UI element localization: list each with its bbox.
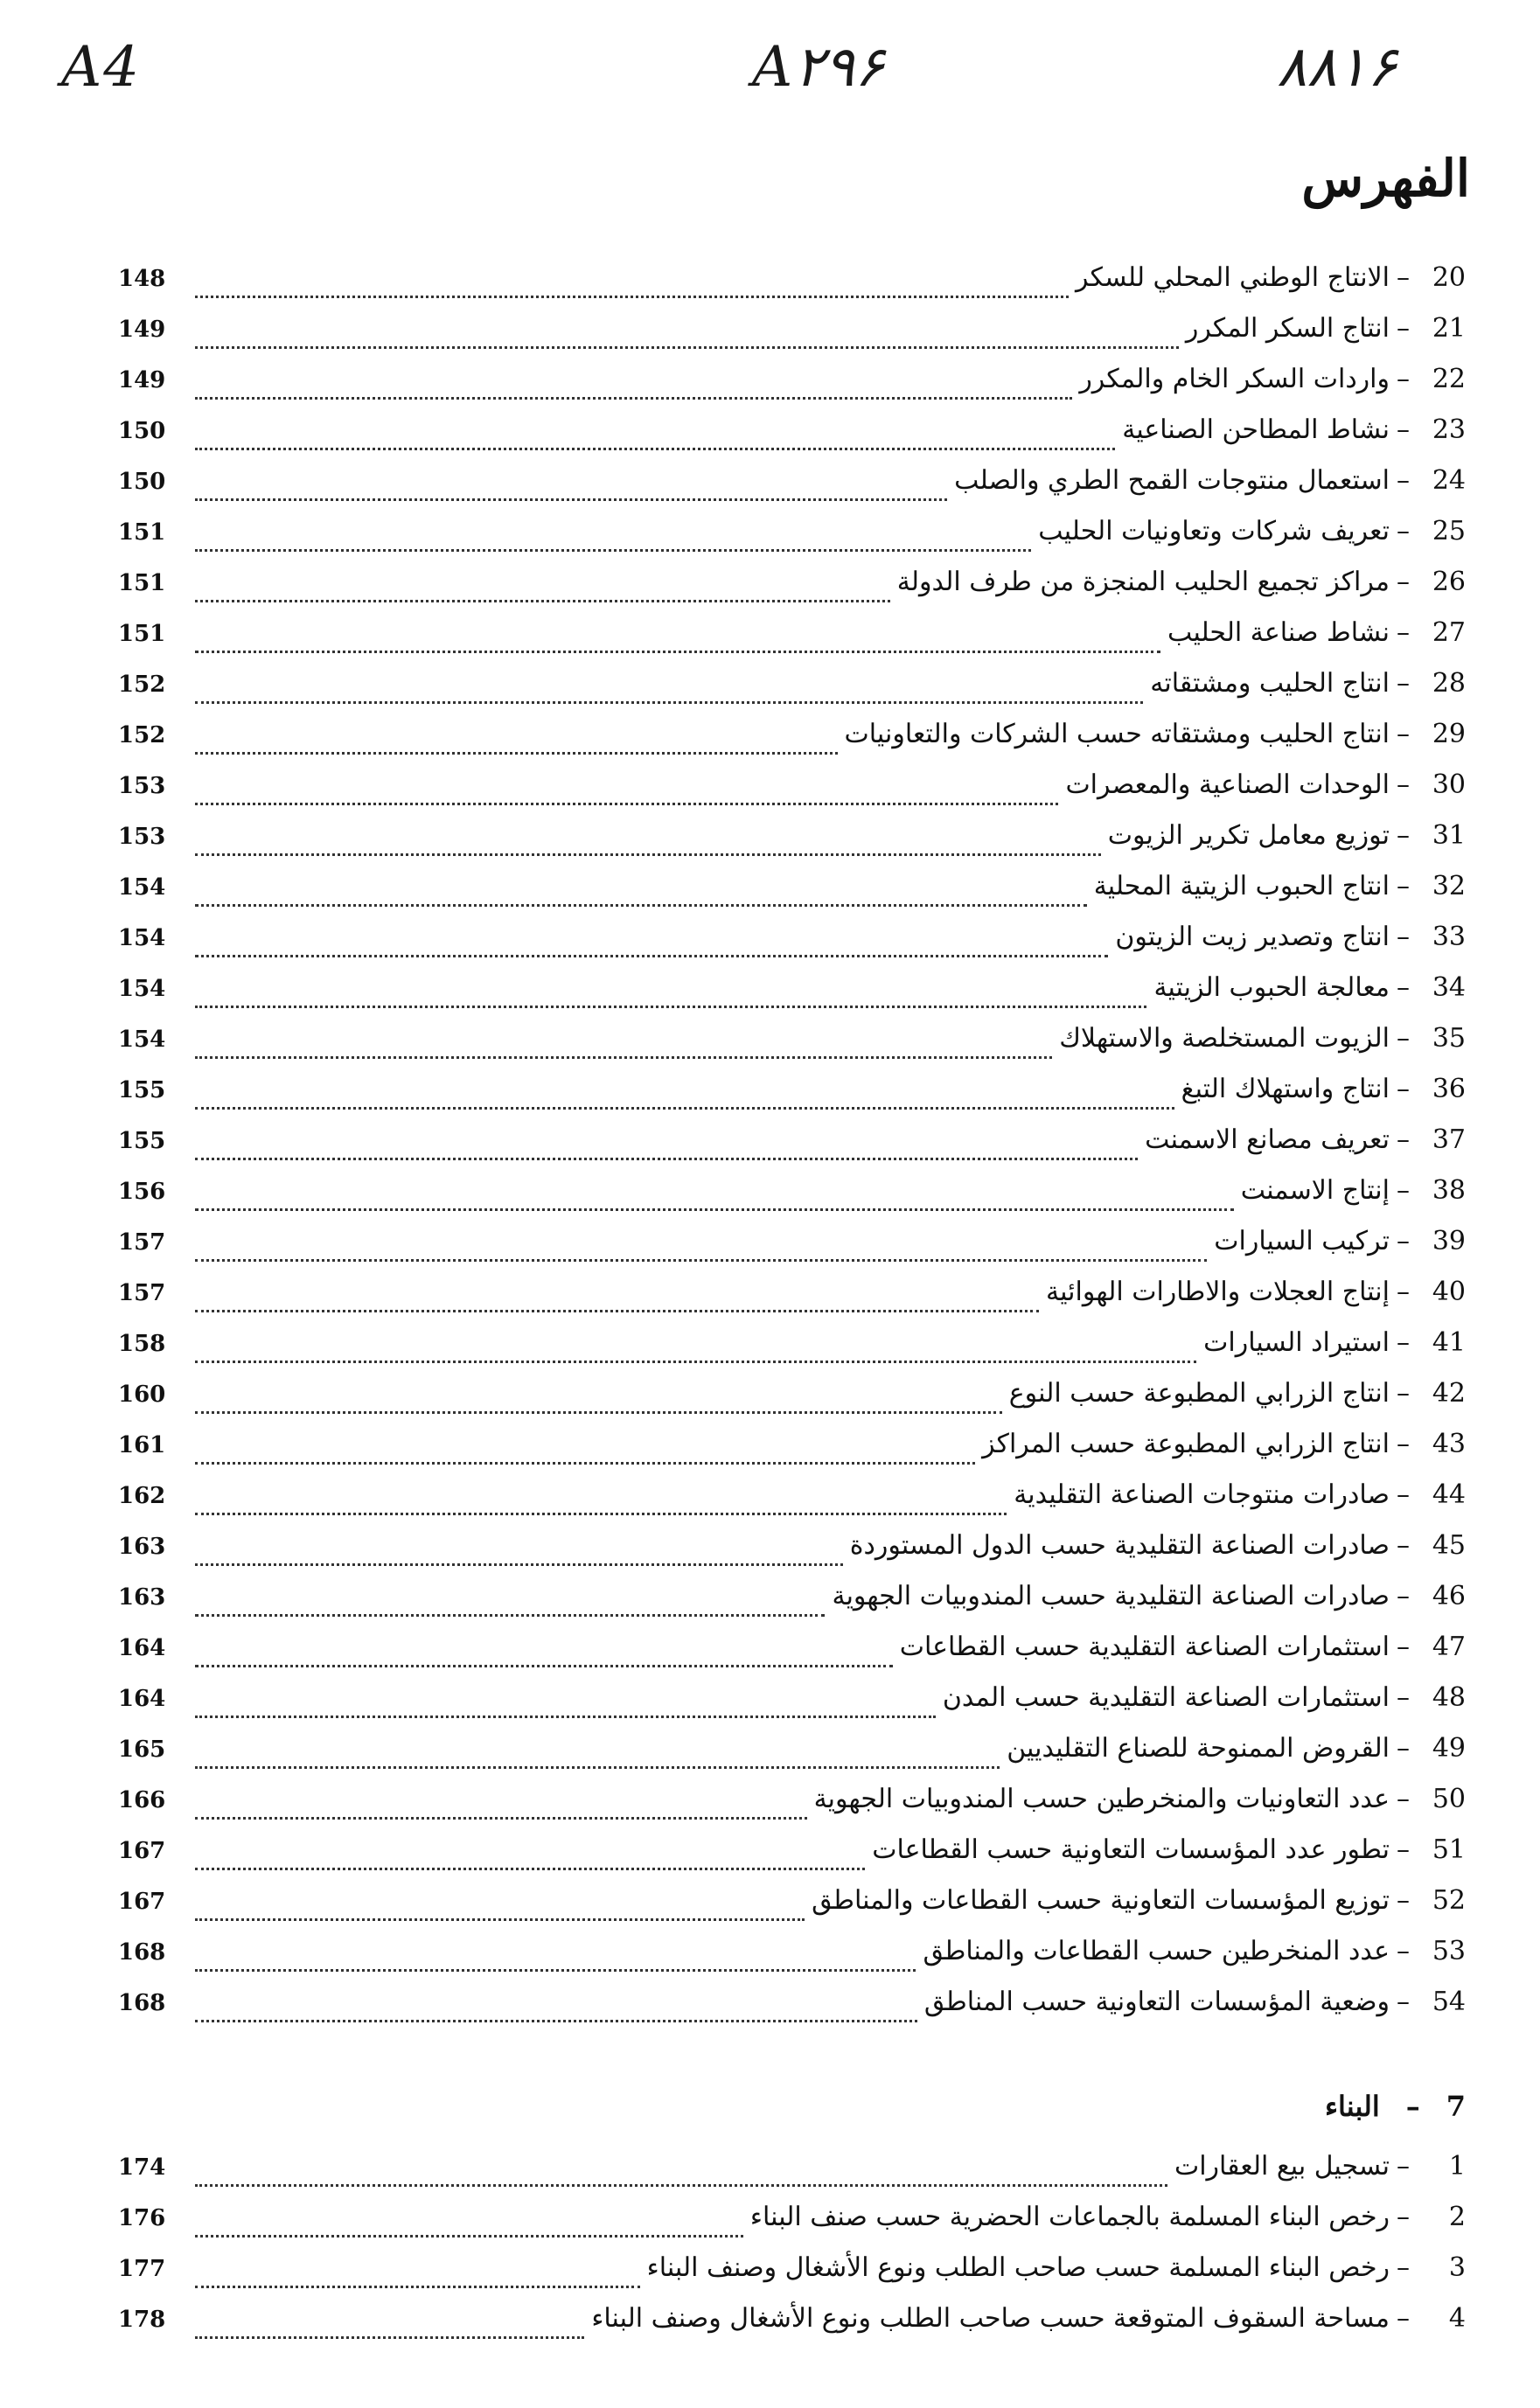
toc-entry-page: 157: [118, 1280, 166, 1306]
toc-entry-leader-dots: [195, 498, 947, 501]
toc-entry-leader-dots: [195, 1665, 893, 1667]
toc-entry: [118, 1429, 1466, 1479]
toc-entry: [118, 1936, 1466, 1987]
toc-entry-dash: –: [1397, 769, 1410, 800]
handwritten-mark-center: A۲۹۶: [752, 35, 885, 100]
toc-entry-number: 21: [1432, 313, 1466, 344]
toc-entry-page: 154: [118, 874, 166, 901]
toc-entry: [118, 262, 1466, 313]
toc-entry-title: تطور عدد المؤسسات التعاونية حسب القطاعات: [872, 1834, 1390, 1865]
toc-entry-leader-dots: [195, 2184, 1167, 2187]
toc-entry-page: 154: [118, 976, 166, 1002]
toc-entry: [118, 769, 1466, 820]
toc-entry-page: 158: [118, 1331, 166, 1357]
toc-entry-dash: –: [1397, 313, 1410, 344]
toc-entry: [118, 313, 1466, 364]
toc-entry-number: 25: [1432, 516, 1466, 546]
section-heading: [1325, 2090, 1466, 2123]
toc-entry-page: 153: [118, 824, 166, 850]
toc-entry-title: عدد المنخرطين حسب القطاعات والمناطق: [923, 1936, 1390, 1966]
toc-entry-title: استيراد السيارات: [1203, 1327, 1390, 1358]
toc-entry-leader-dots: [195, 346, 1179, 349]
toc-entry-page: 160: [118, 1381, 166, 1408]
toc-entry-leader-dots: [195, 1716, 936, 1718]
toc-entry-title: انتاج الحليب ومشتقاته حسب الشركات والتعاونيات: [844, 719, 1390, 749]
toc-entry: [118, 820, 1466, 871]
section-title: البناء: [1324, 2090, 1380, 2123]
toc-entry-dash: –: [1397, 1632, 1410, 1662]
toc-entry-title: انتاج الزرابي المطبوعة حسب النوع: [1008, 1378, 1390, 1409]
toc-entry-dash: –: [1397, 1530, 1410, 1561]
toc-entry: [118, 1733, 1466, 1784]
toc-entry-number: 38: [1432, 1175, 1466, 1206]
toc-entry-dash: –: [1397, 516, 1410, 546]
toc-entry-title: القروض الممنوحة للصناع التقليديين: [1007, 1733, 1390, 1764]
toc-entry-leader-dots: [195, 296, 1069, 298]
toc-entry-dash: –: [1397, 1682, 1410, 1713]
toc-entry-title: الانتاج الوطني المحلي للسكر: [1076, 262, 1390, 293]
toc-entry-dash: –: [1397, 1581, 1410, 1611]
toc-entry-title: انتاج واستهلاك التبغ: [1181, 1074, 1390, 1104]
toc-entry-leader-dots: [195, 2286, 640, 2288]
toc-entry-title: معالجة الحبوب الزيتية: [1153, 972, 1390, 1003]
toc-entry-page: 152: [118, 672, 166, 698]
section-dash: –: [1405, 2090, 1420, 2123]
toc-entry: [118, 1277, 1466, 1327]
toc-entry-leader-dots: [195, 1462, 975, 1465]
toc-entry-title: الزيوت المستخلصة والاستهلاك: [1059, 1023, 1390, 1054]
toc-entry-number: 1: [1448, 2151, 1466, 2182]
toc-entry-leader-dots: [195, 1513, 1007, 1515]
toc-entry-title: صادرات الصناعة التقليدية حسب المندوبيات الجهوية: [832, 1581, 1390, 1611]
toc-entry-leader-dots: [195, 1208, 1234, 1211]
toc-entry-dash: –: [1397, 2151, 1410, 2182]
toc-entry: [118, 922, 1466, 972]
toc-entry-title: صادرات الصناعة التقليدية حسب الدول المستوردة: [849, 1530, 1390, 1561]
toc-entry-title: تعريف مصانع الاسمنت: [1145, 1124, 1390, 1155]
toc-entry: [118, 1074, 1466, 1124]
toc-entry-page: 167: [118, 1838, 166, 1864]
toc-entry-title: صادرات منتوجات الصناعة التقليدية: [1014, 1479, 1390, 1510]
toc-entry: [118, 1175, 1466, 1226]
toc-entry-title: مساحة السقوف المتوقعة حسب صاحب الطلب ونوع الأشغال وصنف البناء: [591, 2303, 1390, 2334]
toc-entry-leader-dots: [195, 752, 838, 755]
toc-entry-number: 48: [1432, 1682, 1466, 1713]
toc-entry-title: تعريف شركات وتعاونيات الحليب: [1038, 516, 1390, 546]
toc-entry-title: انتاج وتصدير زيت الزيتون: [1115, 922, 1390, 952]
toc-entry-number: 31: [1432, 820, 1466, 851]
toc-entry-page: 155: [118, 1077, 166, 1103]
toc-entry-title: انتاج الحليب ومشتقاته: [1150, 668, 1390, 699]
toc-entry-number: 32: [1432, 871, 1466, 901]
toc-entry-title: عدد التعاونيات والمنخرطين حسب المندوبيات الجهوية: [813, 1784, 1390, 1814]
toc-entry-number: 54: [1432, 1987, 1466, 2017]
toc-entry-number: 35: [1432, 1023, 1466, 1054]
toc-entry-page: 149: [118, 317, 166, 343]
toc-entry-number: 26: [1432, 567, 1466, 597]
toc-entry: [118, 1682, 1466, 1733]
toc-entry-number: 45: [1432, 1530, 1466, 1561]
toc-entry: [118, 1581, 1466, 1632]
toc-entry: [118, 1834, 1466, 1885]
toc-entry-number: 28: [1432, 668, 1466, 699]
toc-entry-leader-dots: [195, 1868, 865, 1870]
table-of-contents-section-7: [118, 2151, 1466, 2354]
toc-entry-title: انتاج السكر المكرر: [1185, 313, 1390, 344]
toc-entry-number: 29: [1432, 719, 1466, 749]
toc-entry-leader-dots: [195, 701, 1143, 704]
toc-entry: [118, 617, 1466, 668]
toc-entry: [118, 2151, 1466, 2202]
toc-entry-title: استثمارات الصناعة التقليدية حسب القطاعات: [899, 1632, 1390, 1662]
toc-entry-page: 164: [118, 1635, 166, 1661]
toc-entry-number: 30: [1432, 769, 1466, 800]
toc-entry-leader-dots: [195, 600, 890, 602]
handwritten-mark-left: A4: [61, 35, 141, 100]
page-title: الفهرس: [1301, 149, 1470, 208]
toc-entry-number: 50: [1432, 1784, 1466, 1814]
toc-entry-leader-dots: [195, 1969, 916, 1972]
toc-entry-dash: –: [1397, 414, 1410, 445]
toc-entry-leader-dots: [195, 1766, 1000, 1769]
toc-entry-dash: –: [1397, 1885, 1410, 1916]
toc-entry-title: توزيع معامل تكرير الزيوت: [1107, 820, 1390, 851]
toc-entry: [118, 364, 1466, 414]
toc-entry-title: الوحدات الصناعية والمعصرات: [1065, 769, 1390, 800]
toc-entry-number: 22: [1432, 364, 1466, 394]
toc-entry-leader-dots: [195, 448, 1115, 450]
toc-entry-leader-dots: [195, 651, 1160, 653]
toc-entry: [118, 1023, 1466, 1074]
toc-entry-page: 152: [118, 722, 166, 748]
toc-entry-number: 53: [1432, 1936, 1466, 1966]
toc-entry: [118, 2202, 1466, 2252]
section-number: 7: [1446, 2090, 1466, 2123]
toc-entry-page: 154: [118, 1027, 166, 1053]
toc-entry-number: 46: [1432, 1581, 1466, 1611]
toc-entry-number: 52: [1432, 1885, 1466, 1916]
toc-entry-page: 153: [118, 773, 166, 799]
toc-entry-dash: –: [1397, 567, 1410, 597]
toc-entry-page: 174: [118, 2154, 166, 2181]
toc-entry-page: 163: [118, 1584, 166, 1611]
toc-entry-dash: –: [1397, 1226, 1410, 1256]
toc-entry-number: 24: [1432, 465, 1466, 496]
toc-entry-title: توزيع المؤسسات التعاونية حسب القطاعات والمناطق: [812, 1885, 1390, 1916]
toc-entry-dash: –: [1397, 2303, 1410, 2334]
toc-entry-number: 37: [1432, 1124, 1466, 1155]
toc-entry-title: انتاج الحبوب الزيتية المحلية: [1093, 871, 1390, 901]
toc-entry-dash: –: [1397, 2202, 1410, 2232]
toc-entry-dash: –: [1397, 364, 1410, 394]
toc-entry-number: 3: [1448, 2252, 1466, 2283]
toc-entry: [118, 719, 1466, 769]
toc-entry: [118, 2252, 1466, 2303]
toc-entry-dash: –: [1397, 922, 1410, 952]
toc-entry-page: 178: [118, 2307, 166, 2333]
toc-entry-page: 149: [118, 367, 166, 393]
toc-entry-dash: –: [1397, 262, 1410, 293]
toc-entry-leader-dots: [195, 1107, 1174, 1110]
toc-entry-page: 151: [118, 570, 166, 596]
toc-entry-page: 162: [118, 1483, 166, 1509]
toc-entry-leader-dots: [195, 1056, 1052, 1059]
toc-entry-dash: –: [1397, 1429, 1410, 1459]
toc-entry-leader-dots: [195, 955, 1108, 957]
toc-entry-dash: –: [1397, 465, 1410, 496]
toc-entry-page: 163: [118, 1534, 166, 1560]
toc-entry-title: رخص البناء المسلمة حسب صاحب الطلب ونوع الأشغال وصنف البناء: [646, 2252, 1390, 2283]
toc-entry-number: 23: [1432, 414, 1466, 445]
toc-entry-page: 148: [118, 266, 166, 292]
toc-entry-dash: –: [1397, 1277, 1410, 1307]
toc-entry-page: 154: [118, 925, 166, 951]
toc-entry-title: وضعية المؤسسات التعاونية حسب المناطق: [923, 1987, 1390, 2017]
toc-entry-page: 167: [118, 1889, 166, 1915]
toc-entry-dash: –: [1397, 1733, 1410, 1764]
toc-entry-page: 151: [118, 519, 166, 546]
toc-entry-page: 156: [118, 1179, 166, 1205]
toc-entry: [118, 465, 1466, 516]
toc-entry-page: 176: [118, 2205, 166, 2231]
toc-entry-page: 150: [118, 418, 166, 444]
toc-entry-leader-dots: [195, 1563, 843, 1566]
toc-entry-number: 44: [1432, 1479, 1466, 1510]
toc-entry-leader-dots: [195, 1817, 807, 1820]
toc-entry-leader-dots: [195, 1158, 1138, 1160]
toc-entry-number: 41: [1432, 1327, 1466, 1358]
toc-entry-page: 164: [118, 1686, 166, 1712]
toc-entry: [118, 516, 1466, 567]
toc-entry-dash: –: [1397, 1479, 1410, 1510]
toc-entry-title: واردات السكر الخام والمكرر: [1079, 364, 1390, 394]
toc-entry-dash: –: [1397, 1074, 1410, 1104]
toc-entry-leader-dots: [195, 853, 1101, 856]
toc-entry: [118, 668, 1466, 719]
toc-entry: [118, 972, 1466, 1023]
toc-entry-title: تركيب السيارات: [1214, 1226, 1390, 1256]
toc-entry: [118, 1327, 1466, 1378]
toc-entry: [118, 1378, 1466, 1429]
toc-entry: [118, 1784, 1466, 1834]
toc-entry-title: تسجيل بيع العقارات: [1174, 2151, 1390, 2182]
toc-entry-number: 34: [1432, 972, 1466, 1003]
toc-entry-dash: –: [1397, 1987, 1410, 2017]
toc-entry-title: نشاط المطاحن الصناعية: [1122, 414, 1390, 445]
toc-entry-dash: –: [1397, 1023, 1410, 1054]
toc-entry-page: 161: [118, 1432, 166, 1458]
toc-entry-leader-dots: [195, 1259, 1207, 1262]
toc-entry-title: انتاج الزرابي المطبوعة حسب المراكز: [982, 1429, 1390, 1459]
toc-entry: [118, 1885, 1466, 1936]
toc-entry-title: إنتاج الاسمنت: [1240, 1175, 1390, 1206]
toc-entry-dash: –: [1397, 871, 1410, 901]
toc-entry-page: 168: [118, 1939, 166, 1966]
toc-entry-dash: –: [1397, 617, 1410, 648]
toc-entry-number: 20: [1432, 262, 1466, 293]
toc-entry-leader-dots: [195, 803, 1058, 805]
toc-entry-page: 151: [118, 621, 166, 647]
toc-entry: [118, 1530, 1466, 1581]
toc-entry-number: 51: [1432, 1834, 1466, 1865]
toc-entry-dash: –: [1397, 1124, 1410, 1155]
toc-entry-number: 43: [1432, 1429, 1466, 1459]
toc-entry-number: 39: [1432, 1226, 1466, 1256]
toc-entry-page: 177: [118, 2256, 166, 2282]
toc-entry-page: 157: [118, 1229, 166, 1256]
table-of-contents: [118, 262, 1466, 2037]
toc-entry-number: 42: [1432, 1378, 1466, 1409]
toc-entry-leader-dots: [195, 397, 1072, 400]
toc-entry-title: استعمال منتوجات القمح الطري والصلب: [954, 465, 1390, 496]
toc-entry-dash: –: [1397, 972, 1410, 1003]
toc-entry-number: 2: [1448, 2202, 1466, 2232]
toc-entry-number: 49: [1432, 1733, 1466, 1764]
toc-entry: [118, 567, 1466, 617]
toc-entry-dash: –: [1397, 1784, 1410, 1814]
toc-entry: [118, 414, 1466, 465]
toc-entry-title: مراكز تجميع الحليب المنجزة من طرف الدولة: [896, 567, 1390, 597]
toc-entry-title: نشاط صناعة الحليب: [1167, 617, 1390, 648]
toc-entry-leader-dots: [195, 2336, 584, 2339]
toc-entry-page: 168: [118, 1990, 166, 2016]
toc-entry-dash: –: [1397, 1834, 1410, 1865]
toc-entry-title: استثمارات الصناعة التقليدية حسب المدن: [942, 1682, 1390, 1713]
toc-entry-title: رخص البناء المسلمة بالجماعات الحضرية حسب صنف البناء: [749, 2202, 1390, 2232]
toc-entry-dash: –: [1397, 1378, 1410, 1409]
toc-entry: [118, 1226, 1466, 1277]
toc-entry-dash: –: [1397, 1936, 1410, 1966]
toc-entry-page: 166: [118, 1787, 166, 1813]
toc-entry-leader-dots: [195, 1361, 1196, 1363]
toc-entry: [118, 1479, 1466, 1530]
toc-entry-number: 4: [1448, 2303, 1466, 2334]
toc-entry: [118, 871, 1466, 922]
toc-entry-number: 36: [1432, 1074, 1466, 1104]
toc-entry-leader-dots: [195, 1411, 1002, 1414]
toc-entry-leader-dots: [195, 1614, 825, 1617]
toc-entry-leader-dots: [195, 2020, 917, 2022]
toc-entry: [118, 2303, 1466, 2354]
toc-entry-leader-dots: [195, 1310, 1039, 1312]
toc-entry: [118, 1632, 1466, 1682]
toc-entry-dash: –: [1397, 1175, 1410, 1206]
toc-entry-number: 33: [1432, 922, 1466, 952]
toc-entry-dash: –: [1397, 668, 1410, 699]
toc-entry-leader-dots: [195, 1006, 1146, 1008]
toc-entry-page: 150: [118, 469, 166, 495]
toc-entry-dash: –: [1397, 719, 1410, 749]
toc-entry-leader-dots: [195, 549, 1031, 552]
handwritten-mark-right: ۸۸۱۶: [1277, 35, 1397, 100]
toc-entry-dash: –: [1397, 1327, 1410, 1358]
toc-entry-number: 27: [1432, 617, 1466, 648]
toc-entry-dash: –: [1397, 820, 1410, 851]
toc-entry-page: 165: [118, 1736, 166, 1763]
toc-entry-title: إنتاج العجلات والاطارات الهوائية: [1046, 1277, 1390, 1307]
toc-entry: [118, 1987, 1466, 2037]
toc-entry-leader-dots: [195, 1918, 805, 1921]
toc-entry-leader-dots: [195, 2235, 743, 2237]
toc-entry-number: 47: [1432, 1632, 1466, 1662]
toc-entry-number: 40: [1432, 1277, 1466, 1307]
toc-entry-leader-dots: [195, 904, 1087, 907]
toc-entry-dash: –: [1397, 2252, 1410, 2283]
toc-entry-page: 155: [118, 1128, 166, 1154]
toc-entry: [118, 1124, 1466, 1175]
